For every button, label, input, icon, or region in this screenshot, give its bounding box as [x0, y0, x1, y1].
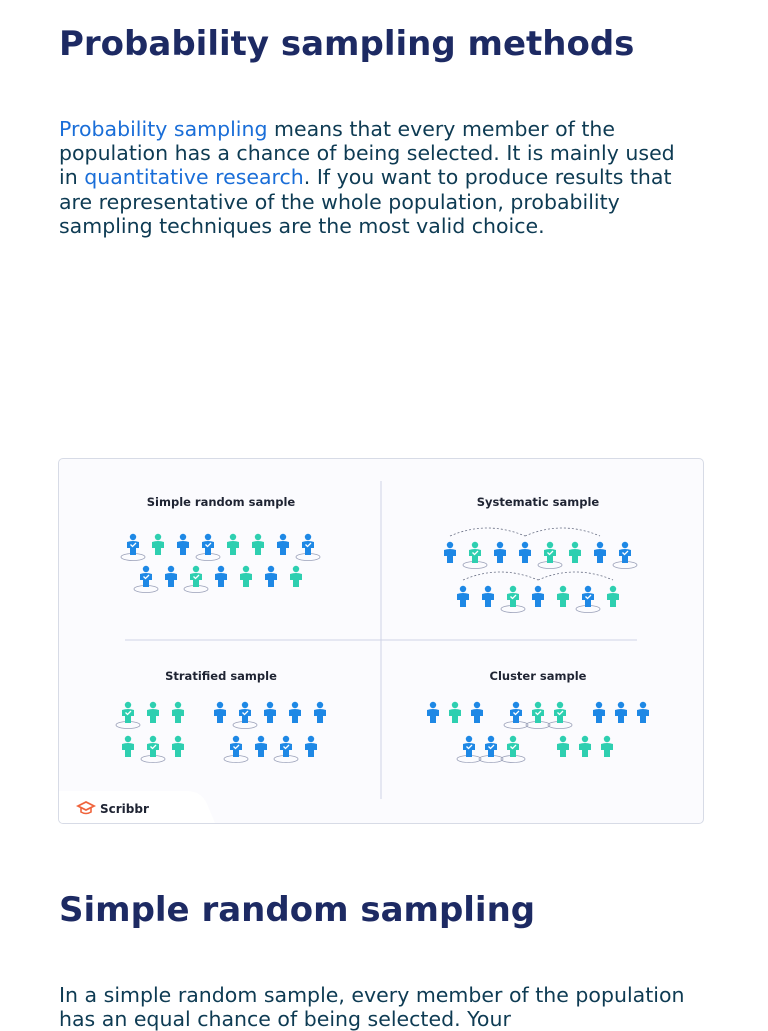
sequence-arrow-icon	[450, 528, 525, 536]
person-icon	[427, 702, 439, 723]
person-icon	[172, 702, 184, 723]
person-icon	[494, 542, 506, 563]
person-icon	[504, 702, 528, 729]
person-icon	[569, 542, 581, 563]
person-icon	[277, 534, 289, 555]
person-icon	[305, 736, 317, 757]
sequence-arrow-icon	[525, 528, 600, 536]
person-icon	[593, 702, 605, 723]
person-icon	[526, 702, 550, 729]
person-icon	[479, 736, 503, 763]
person-icon	[457, 736, 481, 763]
person-icon	[274, 736, 298, 763]
person-icon	[457, 586, 469, 607]
person-icon	[482, 586, 494, 607]
person-icon	[240, 566, 252, 587]
intro-paragraph	[59, 117, 699, 238]
person-icon	[165, 566, 177, 587]
person-icon	[152, 534, 164, 555]
person-icon	[557, 586, 569, 607]
page-title: Probability sampling methods	[59, 24, 635, 64]
person-icon	[177, 534, 189, 555]
person-icon	[444, 542, 456, 563]
person-icon	[227, 534, 239, 555]
person-icon	[576, 586, 600, 613]
person-icon	[637, 702, 649, 723]
person-icon	[471, 702, 483, 723]
sampling-methods-illustration	[59, 459, 703, 823]
person-icon	[314, 702, 326, 723]
simple-random-sample-title: Simple random sample	[146, 495, 296, 509]
person-icon	[579, 736, 591, 757]
probability-sampling-link[interactable]: Probability sampling	[59, 117, 268, 141]
systematic-sample-title: Systematic sample	[476, 495, 600, 509]
sequence-arrow-icon	[538, 572, 613, 580]
person-icon	[255, 736, 267, 757]
simple-random-paragraph: In a simple random sample, every member of the population has an equal chance of being selected. Your	[59, 983, 685, 1031]
person-icon	[532, 586, 544, 607]
person-icon	[265, 566, 277, 587]
person-icon	[116, 702, 140, 729]
cluster-sample-title: Cluster sample	[489, 669, 587, 683]
intro-text-2: . If you want to produce results that are representative of the whole population, probability sampling techniques are the most valid choice.	[59, 165, 672, 238]
person-icon	[290, 566, 302, 587]
person-icon	[196, 534, 220, 561]
person-icon	[224, 736, 248, 763]
person-icon	[172, 736, 184, 757]
person-icon	[214, 702, 226, 723]
person-icon	[289, 702, 301, 723]
person-icon	[615, 702, 627, 723]
person-icon	[613, 542, 637, 569]
person-icon	[134, 566, 158, 593]
person-icon	[607, 586, 619, 607]
person-icon	[519, 542, 531, 563]
person-icon	[501, 586, 525, 613]
person-icon	[296, 534, 320, 561]
person-icon	[449, 702, 461, 723]
person-icon	[601, 736, 613, 757]
person-icon	[233, 702, 257, 729]
people-icons	[116, 528, 649, 763]
person-icon	[215, 566, 227, 587]
person-icon	[501, 736, 525, 763]
stratified-sample-title: Stratified sample	[165, 669, 277, 683]
person-icon	[121, 534, 145, 561]
intro-text-1: means that every member of the population has a chance of being selected. It is mainly used in	[59, 117, 675, 190]
person-icon	[538, 542, 562, 569]
person-icon	[463, 542, 487, 569]
scribbr-brand: Scribbr	[100, 802, 149, 816]
person-icon	[548, 702, 572, 729]
sampling-methods-figure	[58, 458, 704, 824]
sequence-arrow-icon	[463, 572, 538, 580]
person-icon	[184, 566, 208, 593]
quantitative-research-link[interactable]: quantitative research	[84, 165, 304, 190]
person-icon	[147, 702, 159, 723]
section-heading-simple-random: Simple random sampling	[59, 890, 536, 930]
person-icon	[252, 534, 264, 555]
person-icon	[141, 736, 165, 763]
person-icon	[557, 736, 569, 757]
person-icon	[264, 702, 276, 723]
person-icon	[122, 736, 134, 757]
person-icon	[594, 542, 606, 563]
